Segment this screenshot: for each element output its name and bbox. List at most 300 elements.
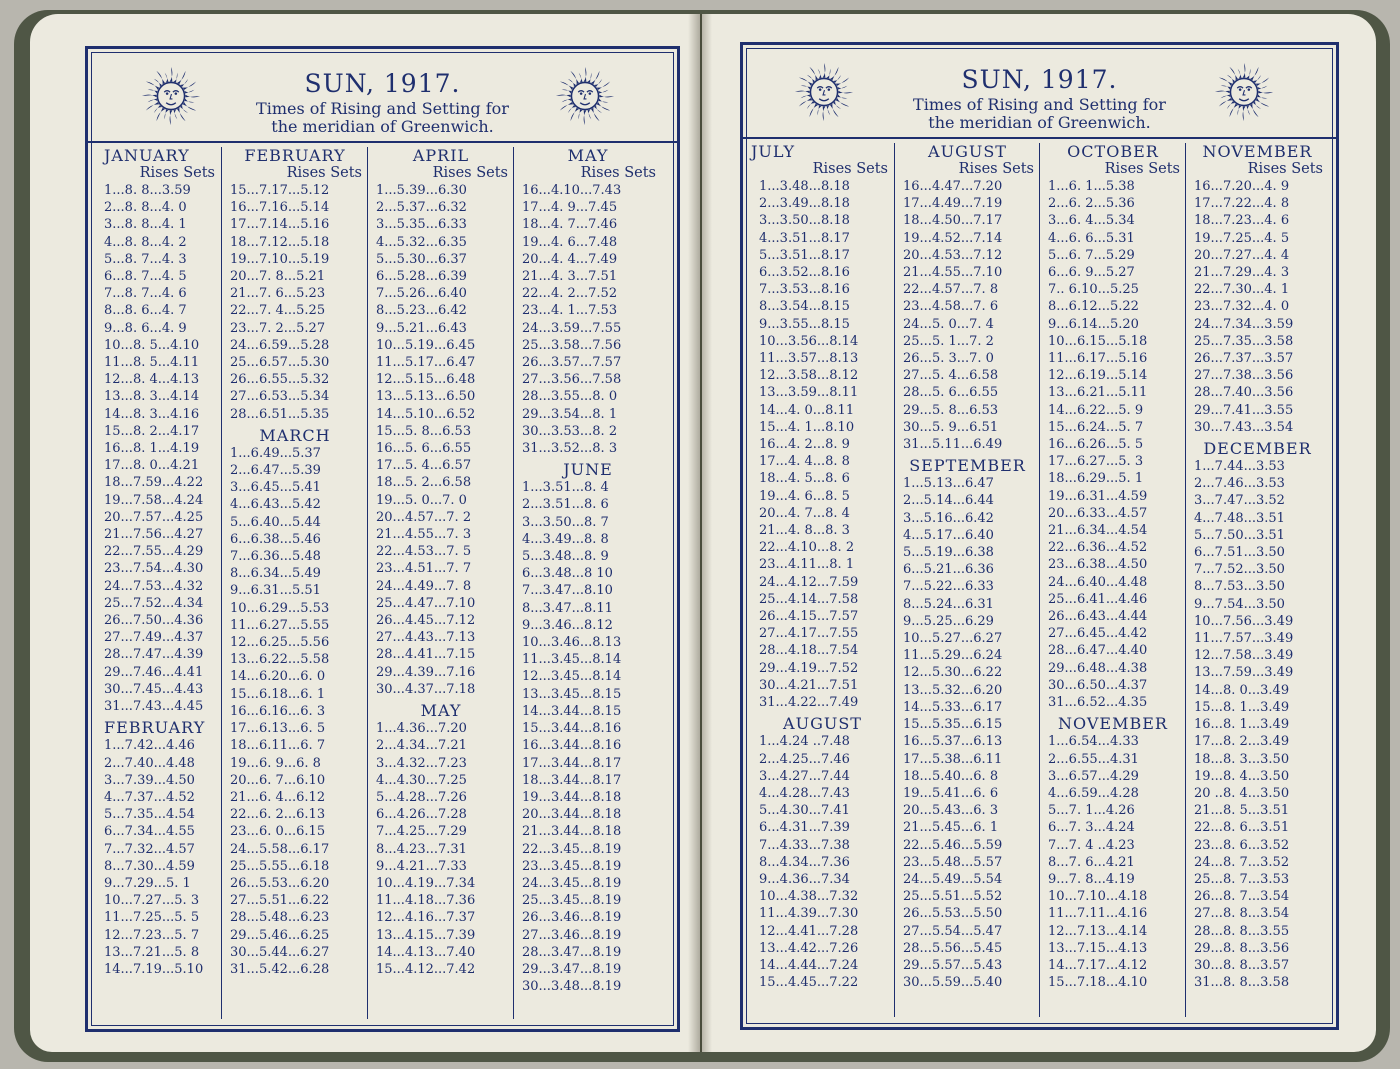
table-row: 22...3.45...8.19 xyxy=(522,841,622,857)
table-row: 19...7.58...4.24 xyxy=(104,492,204,508)
table-row: 20...4.53...7.12 xyxy=(903,247,1003,263)
table-row: 21...4.55...7.10 xyxy=(903,265,1003,281)
table-row: 13...4.42...7.26 xyxy=(759,940,859,956)
rises-sets-header: Rises Sets xyxy=(432,165,508,181)
table-row: 23...4.11...8. 1 xyxy=(759,557,855,573)
table-row: 6...5.21...6.36 xyxy=(903,562,994,578)
table-row: 8...5.23...6.42 xyxy=(376,303,467,319)
table-row: 3...4.32...7.23 xyxy=(376,755,467,771)
table-row: 10...5.27...6.27 xyxy=(903,631,1003,647)
table-row: 9...3.46...8.12 xyxy=(522,617,613,633)
table-row: 10...3.56...8.14 xyxy=(759,333,859,349)
table-row: 9...4.21...7.33 xyxy=(376,858,467,874)
table-row: 1...6.49...5.37 xyxy=(230,445,321,461)
table-row: 8...7.30...4.59 xyxy=(104,858,195,874)
subtitle-line-2: the meridian of Greenwich. xyxy=(928,113,1151,132)
table-row: 18...7.23...4. 6 xyxy=(1194,213,1290,229)
table-row: 12...6.19...5.14 xyxy=(1048,368,1148,384)
table-row: 29...8. 8...3.56 xyxy=(1194,940,1290,956)
table-row: 26...5. 3...7. 0 xyxy=(903,351,994,367)
table-row: 13...6.22...5.58 xyxy=(230,652,330,668)
month-heading: AUGUST xyxy=(783,714,862,734)
table-row: 25...6.57...5.30 xyxy=(230,355,330,371)
table-row: 5...7.50...3.51 xyxy=(1194,527,1285,543)
table-row: 2...8. 8...4. 0 xyxy=(104,200,187,216)
table-row: 6...7. 3...4.24 xyxy=(1048,820,1135,836)
table-row: 15...7.18...4.10 xyxy=(1048,975,1148,991)
table-row: 17...5.38...6.11 xyxy=(903,751,1003,767)
table-row: 12...3.58...8.12 xyxy=(759,368,859,384)
table-row: 27...4.43...7.13 xyxy=(376,630,476,646)
table-row: 9...6.14...5.20 xyxy=(1048,316,1139,332)
table-row: 16...4.47...7.20 xyxy=(903,179,1003,194)
table-row: 14...7.19...5.10 xyxy=(104,961,204,977)
table-row: 11...7.25...5. 5 xyxy=(104,910,200,926)
table-row: 18...5.40...6. 8 xyxy=(903,768,999,784)
table-row: 16...8. 1...4.19 xyxy=(104,441,200,457)
table-row: 28...7.40...3.56 xyxy=(1194,385,1294,401)
month-column xyxy=(513,147,662,1019)
table-row: 5...8. 7...4. 3 xyxy=(104,251,187,267)
table-row: 18...5. 2...6.58 xyxy=(376,475,472,491)
month-heading: JUNE xyxy=(563,460,613,480)
table-row: 22...7.30...4. 1 xyxy=(1194,282,1290,298)
table-row: 21...7.56...4.27 xyxy=(104,527,204,543)
page-title: SUN, 1917. xyxy=(304,69,461,98)
table-row: 24...7.53...4.32 xyxy=(104,578,204,594)
page-subtitle xyxy=(88,100,677,136)
table-row: 27...7.38...3.56 xyxy=(1194,368,1294,384)
table-row: 29...4.19...7.52 xyxy=(759,660,859,676)
subtitle-line-2: the meridian of Greenwich. xyxy=(271,117,494,136)
table-row: 3...7.39...4.50 xyxy=(104,772,195,788)
table-row: 5...7.35...4.54 xyxy=(104,807,195,823)
table-row: 30...6.50...4.37 xyxy=(1048,677,1148,693)
table-row: 18...4. 7...7.46 xyxy=(522,217,618,233)
table-row: 13...7.15...4.13 xyxy=(1048,940,1148,956)
table-row: 11...4.18...7.36 xyxy=(376,893,476,909)
table-row: 3...6.45...5.41 xyxy=(230,480,321,496)
table-row: 12...4.16...7.37 xyxy=(376,910,476,926)
table-row: 19...4. 6...7.48 xyxy=(522,234,618,250)
sun-face-icon xyxy=(1213,61,1275,123)
table-row: 4...8. 8...4. 2 xyxy=(104,234,187,250)
table-row: 23...7.32...4. 0 xyxy=(1194,299,1290,315)
table-row: 13...5.32...6.20 xyxy=(903,682,1003,698)
table-row: 5...7. 1...4.26 xyxy=(1048,803,1135,819)
table-row: 26...4.15...7.57 xyxy=(759,609,859,625)
table-row: 31...6.52...4.35 xyxy=(1048,695,1148,711)
table-row: 25...7.35...3.58 xyxy=(1194,333,1294,349)
table-row: 20...6.33...4.57 xyxy=(1048,505,1148,521)
month-block xyxy=(895,143,1040,453)
table-row: 30...5.59...5.40 xyxy=(903,975,1003,991)
sun-face-icon xyxy=(140,65,202,127)
table-row: 16...7.20...4. 9 xyxy=(1194,179,1290,194)
table-row: 20...7.27...4. 4 xyxy=(1194,247,1290,263)
rises-sets-header: Rises Sets xyxy=(286,165,362,181)
table-row: 7...7.52...3.50 xyxy=(1194,562,1285,578)
page-frame xyxy=(85,46,680,1032)
table-row: 7...4.25...7.29 xyxy=(376,824,467,840)
page-title: SUN, 1917. xyxy=(961,65,1118,94)
table-row: 1...3.51...8. 4 xyxy=(522,480,609,496)
table-row: 17...7.22...4. 8 xyxy=(1194,196,1290,212)
table-row: 9...7.54...3.50 xyxy=(1194,596,1285,612)
month-block xyxy=(368,702,514,978)
table-row: 31...3.52...8. 3 xyxy=(522,441,618,457)
table-row: 18...7.59...4.22 xyxy=(104,475,204,491)
table-row: 9...7.29...5. 1 xyxy=(104,875,191,891)
month-block xyxy=(222,427,368,978)
table-row: 10...4.38...7.32 xyxy=(759,889,859,905)
table-row: 27...3.56...7.58 xyxy=(522,372,622,388)
table-row: 8...7. 6...4.21 xyxy=(1048,854,1135,870)
table-row: 22...4.53...7. 5 xyxy=(376,544,472,560)
table-row: 4...4.30...7.25 xyxy=(376,772,467,788)
table-row: 16...6.26...5. 5 xyxy=(1048,437,1144,453)
table-row: 16...5. 6...6.55 xyxy=(376,441,472,457)
table-row: 27...8. 8...3.54 xyxy=(1194,906,1290,922)
table-row: 4...3.51...8.17 xyxy=(759,230,850,246)
rises-sets-header: Rises Sets xyxy=(958,161,1034,177)
table-row: 6...6.38...5.46 xyxy=(230,531,321,547)
table-row: 30...5. 9...6.51 xyxy=(903,419,999,435)
table-row: 19...4.52...7.14 xyxy=(903,230,1003,246)
month-heading: NOVEMBER xyxy=(1058,714,1168,734)
table-row: 17...8. 0...4.21 xyxy=(104,458,200,474)
table-row: 27...7.49...4.37 xyxy=(104,630,204,646)
subtitle-line-1: Times of Rising and Setting for xyxy=(256,99,509,118)
table-row: 29...3.47...8.19 xyxy=(522,961,622,977)
table-row: 25...5. 1...7. 2 xyxy=(903,333,994,349)
rises-sets-header: Rises Sets xyxy=(1247,161,1323,177)
table-row: 15...6.18...6. 1 xyxy=(230,686,326,702)
table-row: 13...6.21...5.11 xyxy=(1048,385,1148,401)
table-row: 24...5.49...5.54 xyxy=(903,871,1003,887)
table-row: 13...3.59...8.11 xyxy=(759,385,859,401)
subtitle-line-1: Times of Rising and Setting for xyxy=(913,95,1166,114)
table-row: 15...6.24...5. 7 xyxy=(1048,419,1144,435)
table-row: 29...5.57...5.43 xyxy=(903,957,1003,973)
table-row: 18...4.50...7.17 xyxy=(903,213,1003,229)
sun-face-icon xyxy=(793,61,855,123)
table-row: 7.. 6.10...5.25 xyxy=(1048,282,1139,298)
table-row: 27...6.53...5.34 xyxy=(230,389,330,405)
month-block xyxy=(368,147,514,698)
table-row: 29...7.46...4.41 xyxy=(104,664,204,680)
table-row: 23...3.45...8.19 xyxy=(522,858,622,874)
table-row: 5...4.28...7.26 xyxy=(376,789,467,805)
table-row: 7...5.26...6.40 xyxy=(376,286,467,302)
table-row: 19...7.10...5.19 xyxy=(230,251,330,267)
table-row: 15...4. 1...8.10 xyxy=(759,419,855,435)
table-row: 28...4.41...7.15 xyxy=(376,647,476,663)
month-column xyxy=(1185,143,1329,1017)
month-block xyxy=(751,143,894,711)
table-row: 25...4.14...7.58 xyxy=(759,591,859,607)
table-row: 21...4. 3...7.51 xyxy=(522,269,618,285)
table-row: 21...6. 4...6.12 xyxy=(230,789,326,805)
table-row: 26...4.45...7.12 xyxy=(376,613,476,629)
table-row: 25...5.55...6.18 xyxy=(230,858,330,874)
table-row: 4...7.37...4.52 xyxy=(104,789,195,805)
table-row: 13...7.21...5. 8 xyxy=(104,944,200,960)
table-row: 30...7.45...4.43 xyxy=(104,681,204,697)
table-row: 7...7. 4 ..4.23 xyxy=(1048,837,1135,853)
table-row: 19...5.41...6. 6 xyxy=(903,785,999,801)
table-row: 22...4.10...8. 2 xyxy=(759,540,855,556)
table-row: 10...7.27...5. 3 xyxy=(104,893,200,909)
table-row: 15...8. 1...3.49 xyxy=(1194,699,1290,715)
right-page xyxy=(702,14,1376,1052)
month-heading: MAY xyxy=(420,701,462,721)
table-row: 29...5. 8...6.53 xyxy=(903,402,999,418)
table-row: 24...8. 7...3.52 xyxy=(1194,854,1290,870)
table-row: 13...3.45...8.15 xyxy=(522,686,622,702)
table-row: 21...6.34...4.54 xyxy=(1048,523,1148,539)
table-row: 27...5. 4...6.58 xyxy=(903,368,999,384)
table-row: 8...6.34...5.49 xyxy=(230,566,321,582)
table-row: 30...4.21...7.51 xyxy=(759,677,859,693)
table-row: 3...6. 4...5.34 xyxy=(1048,213,1135,229)
table-row: 22...7.55...4.29 xyxy=(104,544,204,560)
table-row: 2...7.46...3.53 xyxy=(1194,476,1285,492)
table-row: 15...5.35...6.15 xyxy=(903,717,1003,733)
table-row: 17...6.13...6. 5 xyxy=(230,721,326,737)
table-row: 17...6.27...5. 3 xyxy=(1048,454,1144,470)
table-row: 20...4.57...7. 2 xyxy=(376,509,472,525)
table-row: 17...4. 4...8. 8 xyxy=(759,454,850,470)
table-row: 2...5.37...6.32 xyxy=(376,200,467,216)
table-row: 3...5.16...6.42 xyxy=(903,510,994,526)
table-row: 28...6.51...5.35 xyxy=(230,406,330,422)
table-row: 4...7.48...3.51 xyxy=(1194,510,1285,526)
table-row: 13...7.59...3.49 xyxy=(1194,665,1294,681)
month-heading: DECEMBER xyxy=(1203,439,1312,459)
table-row: 4...3.49...8. 8 xyxy=(522,531,609,547)
month-block xyxy=(751,715,894,991)
table-row: 8...5.24...6.31 xyxy=(903,596,994,612)
table-row: 23...4. 1...7.53 xyxy=(522,303,618,319)
month-block xyxy=(96,719,221,978)
month-heading: SEPTEMBER xyxy=(909,456,1026,476)
table-row: 23...7. 2...5.27 xyxy=(230,320,326,336)
table-row: 20...7. 8...5.21 xyxy=(230,269,326,285)
table-row: 22...5.46...5.59 xyxy=(903,837,1003,853)
table-row: 1...4.36...7.20 xyxy=(376,721,467,737)
table-row: 24...5.58...6.17 xyxy=(230,841,330,857)
book-gutter xyxy=(688,14,712,1052)
table-row: 23...8. 6...3.52 xyxy=(1194,837,1290,853)
month-heading: JULY xyxy=(751,142,796,161)
table-row: 12...7.13...4.14 xyxy=(1048,923,1148,939)
table-row: 21...7.29...4. 3 xyxy=(1194,265,1290,281)
table-row: 10...7.10...4.18 xyxy=(1048,889,1148,905)
table-row: 7...5.22...6.33 xyxy=(903,579,994,595)
table-row: 26...6.55...5.32 xyxy=(230,372,330,388)
month-heading: FEBRUARY xyxy=(104,718,206,738)
table-row: 12...4.41...7.28 xyxy=(759,923,859,939)
table-row: 21...7. 6...5.23 xyxy=(230,286,326,302)
table-row: 26...7.50...4.36 xyxy=(104,613,204,629)
table-row: 20...4. 7...8. 4 xyxy=(759,505,850,521)
table-row: 4...5.17...6.40 xyxy=(903,527,994,543)
month-column xyxy=(1039,143,1186,1017)
month-heading: APRIL xyxy=(412,146,470,165)
page-frame xyxy=(740,42,1339,1030)
table-row: 9...7. 8...4.19 xyxy=(1048,871,1135,887)
table-row: 17...4. 9...7.45 xyxy=(522,200,618,216)
table-row: 27...4.17...7.55 xyxy=(759,626,859,642)
month-block xyxy=(96,147,221,715)
table-row: 30...5.44...6.27 xyxy=(230,944,330,960)
table-row: 13...5.13...6.50 xyxy=(376,389,476,405)
table-row: 12...7.23...5. 7 xyxy=(104,927,200,943)
table-row: 27...5.51...6.22 xyxy=(230,893,330,909)
table-row: 7...7.32...4.57 xyxy=(104,841,195,857)
table-row: 12...8. 4...4.13 xyxy=(104,372,200,388)
table-row: 18...8. 3...3.50 xyxy=(1194,751,1290,767)
table-row: 30...8. 8...3.57 xyxy=(1194,957,1290,973)
table-row: 28...5.48...6.23 xyxy=(230,910,330,926)
table-row: 14...5.33...6.17 xyxy=(903,699,1003,715)
table-row: 12...7.58...3.49 xyxy=(1194,648,1294,664)
month-block xyxy=(514,461,662,995)
table-row: 5...5.19...6.38 xyxy=(903,545,994,561)
table-row: 27...6.45...4.42 xyxy=(1048,626,1148,642)
table-row: 6...7.34...4.55 xyxy=(104,824,195,840)
table-row: 31...7.43...4.45 xyxy=(104,699,204,715)
table-row: 26...6.43...4.44 xyxy=(1048,609,1148,625)
table-row: 29...6.48...4.38 xyxy=(1048,660,1148,676)
table-row: 6...5.28...6.39 xyxy=(376,269,467,285)
table-row: 5...3.51...8.17 xyxy=(759,247,850,263)
table-row: 24...3.59...7.55 xyxy=(522,320,622,336)
table-row: 18...4. 5...8. 6 xyxy=(759,471,850,487)
table-row: 10...3.46...8.13 xyxy=(522,635,622,651)
rises-sets-header: Rises Sets xyxy=(139,165,215,181)
table-row: 21...3.44...8.18 xyxy=(522,824,622,840)
table-row: 31...8. 8...3.58 xyxy=(1194,975,1290,991)
month-column xyxy=(367,147,514,1019)
table-row: 19...7.25...4. 5 xyxy=(1194,230,1290,246)
table-row: 20 ..8. 4...3.50 xyxy=(1194,785,1290,801)
table-row: 8...6.12...5.22 xyxy=(1048,299,1139,315)
table-row: 9...5.25...6.29 xyxy=(903,613,994,629)
table-row: 28...8. 8...3.55 xyxy=(1194,923,1290,939)
table-row: 28...5. 6...6.55 xyxy=(903,385,999,401)
table-row: 8...4.23...7.31 xyxy=(376,841,467,857)
table-row: 5...6.40...5.44 xyxy=(230,514,321,530)
table-row: 16...8. 1...3.49 xyxy=(1194,717,1290,733)
month-heading: AUGUST xyxy=(928,142,1007,161)
table-row: 4...4.28...7.43 xyxy=(759,785,850,801)
rises-sets-header: Rises Sets xyxy=(1104,161,1180,177)
table-row: 4...6.59...4.28 xyxy=(1048,785,1139,801)
table-row: 10...6.15...5.18 xyxy=(1048,333,1148,349)
table-row: 8...4.34...7.36 xyxy=(759,854,850,870)
table-row: 26...7.37...3.57 xyxy=(1194,351,1294,367)
table-row: 23...6. 0...6.15 xyxy=(230,824,326,840)
table-row: 14...4. 0...8.11 xyxy=(759,402,855,418)
table-row: 31...5.42...6.28 xyxy=(230,961,330,977)
table-row: 22...4. 2...7.52 xyxy=(522,286,618,302)
table-row: 9...3.55...8.15 xyxy=(759,316,850,332)
table-row: 24...6.59...5.28 xyxy=(230,337,330,353)
table-row: 16...5.37...6.13 xyxy=(903,734,1003,750)
table-row: 12...3.45...8.14 xyxy=(522,669,622,685)
page-header xyxy=(88,49,677,143)
table-row: 31...5.11...6.49 xyxy=(903,437,1003,453)
table-row: 6...8. 7...4. 5 xyxy=(104,269,187,285)
table-row: 11...3.45...8.14 xyxy=(522,652,622,668)
table-row: 17...4.49...7.19 xyxy=(903,196,1003,212)
table-row: 23...6.38...4.50 xyxy=(1048,557,1148,573)
table-row: 24...5. 0...7. 4 xyxy=(903,316,994,332)
table-row: 11...7.11...4.16 xyxy=(1048,906,1148,922)
table-row: 25...8. 7...3.53 xyxy=(1194,871,1290,887)
table-row: 18...6.11...6. 7 xyxy=(230,738,326,754)
table-row: 19...6. 9...6. 8 xyxy=(230,755,321,771)
table-row: 23...4.51...7. 7 xyxy=(376,561,472,577)
table-row: 7...3.47...8.10 xyxy=(522,583,613,599)
table-row: 23...7.54...4.30 xyxy=(104,561,204,577)
table-row: 24...6.40...4.48 xyxy=(1048,574,1148,590)
month-block xyxy=(895,457,1040,991)
table-row: 15...5. 8...6.53 xyxy=(376,423,472,439)
table-row: 14...6.20...6. 0 xyxy=(230,669,326,685)
table-row: 25...5.51...5.52 xyxy=(903,889,1003,905)
table-row: 27...3.46...8.19 xyxy=(522,927,622,943)
month-heading: MARCH xyxy=(259,425,331,445)
month-column xyxy=(96,147,221,1019)
table-row: 26...3.46...8.19 xyxy=(522,910,622,926)
table-row: 1...6.54...4.33 xyxy=(1048,734,1139,750)
table-row: 5...4.30...7.41 xyxy=(759,803,850,819)
table-row: 14...8. 3...4.16 xyxy=(104,406,200,422)
month-column xyxy=(751,143,894,1017)
month-column xyxy=(221,147,368,1019)
table-row: 30...4.37...7.18 xyxy=(376,681,476,697)
table-row: 7...8. 7...4. 6 xyxy=(104,286,187,302)
table-row: 3...8. 8...4. 1 xyxy=(104,217,187,233)
table-row: 13...8. 3...4.14 xyxy=(104,389,200,405)
table-row: 1...4.24 ..7.48 xyxy=(759,734,850,750)
month-block xyxy=(1186,143,1329,436)
table-row: 2...4.25...7.46 xyxy=(759,751,850,767)
table-row: 6...3.48...8 10 xyxy=(522,566,613,582)
month-heading: MAY xyxy=(567,146,609,165)
table-row: 29...7.41...3.55 xyxy=(1194,402,1294,418)
table-row: 2...3.51...8. 6 xyxy=(522,497,609,513)
table-row: 8...7.53...3.50 xyxy=(1194,579,1285,595)
table-row: 12...6.25...5.56 xyxy=(230,635,330,651)
table-row: 10...4.19...7.34 xyxy=(376,875,476,891)
table-row: 20...5.43...6. 3 xyxy=(903,803,999,819)
table-row: 4...5.32...6.35 xyxy=(376,234,467,250)
table-row: 14...4.13...7.40 xyxy=(376,944,476,960)
table-row: 16...3.44...8.16 xyxy=(522,738,622,754)
table-row: 20...6. 7...6.10 xyxy=(230,772,326,788)
table-row: 4...6. 6...5.31 xyxy=(1048,230,1135,246)
table-row: 14...8. 0...3.49 xyxy=(1194,682,1290,698)
table-row: 26...8. 7...3.54 xyxy=(1194,889,1290,905)
table-row: 11...6.27...5.55 xyxy=(230,617,330,633)
table-row: 1...3.48...8.18 xyxy=(759,179,850,194)
table-row: 1...5.39...6.30 xyxy=(376,183,467,198)
table-row: 24...4.49...7. 8 xyxy=(376,578,472,594)
